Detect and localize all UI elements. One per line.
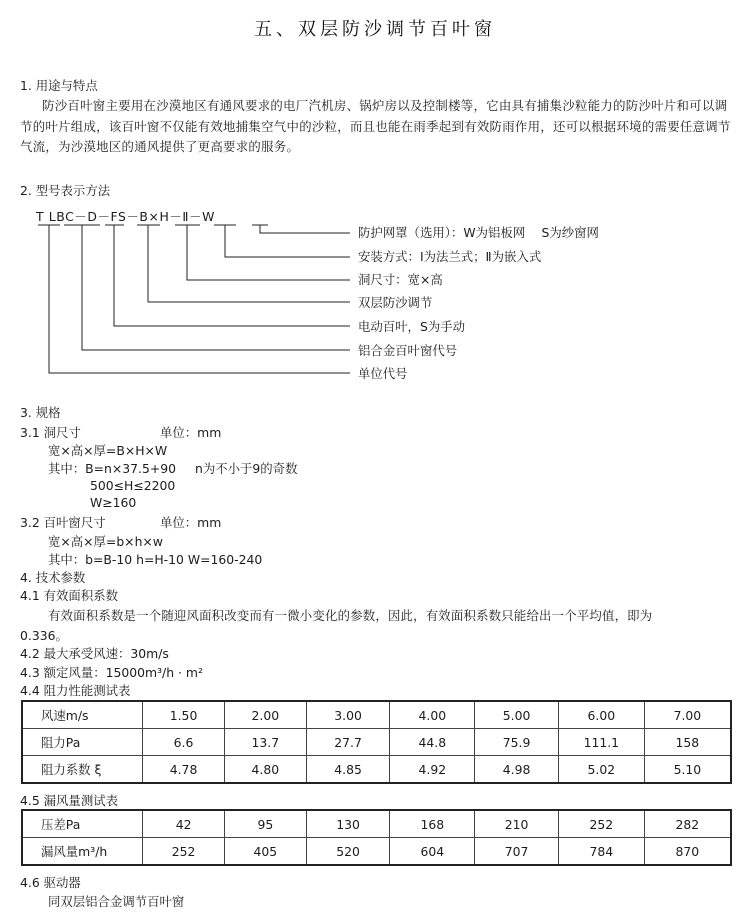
spec-43: 4.3 额定风量：15000m³/h · m² [20, 665, 203, 680]
table-cell: 252 [143, 838, 225, 866]
table-row [22, 756, 731, 784]
legend-item: 防护网罩（选用）：W为铝板网 S为纱窗网 [358, 225, 599, 240]
table-cell: 707 [475, 838, 559, 866]
table-row [22, 701, 731, 729]
table-cell: 210 [475, 810, 559, 838]
row-label: 阻力Pa [22, 729, 143, 756]
section-2-heading: 2. 型号表示方法 [20, 183, 111, 198]
bracket-w [252, 225, 350, 233]
bracket-t [38, 225, 350, 373]
legend-item: 电动百叶，S为手动 [358, 319, 465, 334]
spec-41-paragraph: 有效面积系数是一个随迎风面积改变而有一微小变化的参数，因此，有效面积系数只能给出一个平均值，即为 [48, 608, 653, 623]
table-cell: 95 [224, 810, 306, 838]
section-4-heading: 4. 技术参数 [20, 570, 86, 585]
table-cell: 870 [644, 838, 731, 866]
row-label: 压差Pa [22, 810, 143, 838]
table-cell: 130 [306, 810, 390, 838]
table-cell: 42 [143, 810, 225, 838]
table-cell: 7.00 [644, 701, 731, 729]
table-cell: 282 [644, 810, 731, 838]
bracket-fs [137, 225, 350, 302]
table-cell: 5.10 [644, 756, 731, 784]
table-cell: 3.00 [306, 701, 390, 729]
table-cell: 111.1 [558, 729, 644, 756]
legend-item: 铝合金百叶窗代号 [358, 343, 458, 358]
resistance-table [21, 700, 732, 784]
table-cell: 4.92 [390, 756, 475, 784]
spec-31-line: n为不小于9的奇数 [195, 461, 298, 476]
bracket-d [105, 225, 350, 326]
spec-31-line: W≥160 [90, 495, 137, 510]
table-row [22, 729, 731, 756]
spec-46-text: 同双层铝合金调节百叶窗 [48, 894, 185, 909]
table-cell: 4.80 [224, 756, 306, 784]
row-label: 阻力系数 ξ [22, 756, 143, 784]
table-row [22, 810, 731, 838]
model-code: T LBC－D－FS－B×H－Ⅱ－W [36, 209, 215, 224]
table-cell: 27.7 [306, 729, 390, 756]
table-cell: 604 [390, 838, 475, 866]
row-label: 漏风量m³/h [22, 838, 143, 866]
table-cell: 5.02 [558, 756, 644, 784]
legend-item: 洞尺寸：宽×高 [358, 272, 443, 287]
spec-41-title: 4.1 有效面积系数 [20, 588, 118, 603]
spec-46-title: 4.6 驱动器 [20, 875, 81, 890]
table-row [22, 838, 731, 866]
table-cell: 1.50 [143, 701, 225, 729]
table-cell: 13.7 [224, 729, 306, 756]
spec-31-unit: 单位：mm [160, 425, 222, 440]
spec-32-unit: 单位：mm [160, 515, 222, 530]
table-cell: 6.6 [143, 729, 225, 756]
table-cell: 44.8 [390, 729, 475, 756]
leakage-table-body [22, 810, 731, 865]
table-cell: 520 [306, 838, 390, 866]
spec-31-line: 500≤H≤2200 [90, 478, 176, 493]
section-1-heading: 1. 用途与特点 [20, 78, 98, 93]
table-cell: 405 [224, 838, 306, 866]
page-title: 五、双层防沙调节百叶窗 [254, 19, 496, 40]
legend-item: 安装方式：Ⅰ为法兰式；Ⅱ为嵌入式 [358, 249, 542, 264]
section-1-paragraph: 防沙百叶窗主要用在沙漠地区有通风要求的电厂汽机房、锅炉房以及控制楼等，它由具有捕集沙粒能力的防沙叶片和可以调节的叶片组成，该百叶窗不仅能有效地捕集空气中的沙粒，而且也能在雨季起到有效防雨作用，还可以根据环境的需要任意调节气流，为沙漠地区的通风提供了更高要求的服务。 [20, 98, 731, 154]
table-cell: 158 [644, 729, 731, 756]
table-cell: 4.98 [475, 756, 559, 784]
table-cell: 252 [558, 810, 644, 838]
leakage-table [21, 809, 732, 866]
spec-31-title: 3.1 洞尺寸 [20, 425, 81, 440]
legend-item: 双层防沙调节 [358, 295, 433, 310]
model-code-diagram [0, 0, 750, 400]
spec-32-line: 其中：b=B-10 h=H-10 W=160-240 [48, 552, 263, 567]
row-label: 风速m/s [22, 701, 143, 729]
table-cell: 5.00 [475, 701, 559, 729]
table-cell: 4.00 [390, 701, 475, 729]
spec-32-line: 宽×高×厚=b×h×w [48, 534, 163, 549]
spec-31-line: 宽×高×厚=B×H×W [48, 443, 168, 458]
table-cell: 75.9 [475, 729, 559, 756]
table-cell: 784 [558, 838, 644, 866]
bracket-lbc [64, 225, 350, 350]
legend-item: 单位代号 [358, 366, 408, 381]
table-cell: 4.78 [143, 756, 225, 784]
table-cell: 2.00 [224, 701, 306, 729]
table-cell: 6.00 [558, 701, 644, 729]
spec-41-value: 0.336。 [20, 628, 68, 643]
section-3-heading: 3. 规格 [20, 405, 61, 420]
spec-31-line: 其中：B=n×37.5+90 [48, 461, 177, 476]
spec-44-title: 4.4 阻力性能测试表 [20, 683, 131, 698]
table-cell: 168 [390, 810, 475, 838]
resistance-table-body [22, 701, 731, 783]
spec-42: 4.2 最大承受风速：30m/s [20, 646, 169, 661]
bracket-install [214, 225, 350, 257]
spec-32-title: 3.2 百叶窗尺寸 [20, 515, 106, 530]
spec-45-title: 4.5 漏风量测试表 [20, 793, 118, 808]
table-cell: 4.85 [306, 756, 390, 784]
